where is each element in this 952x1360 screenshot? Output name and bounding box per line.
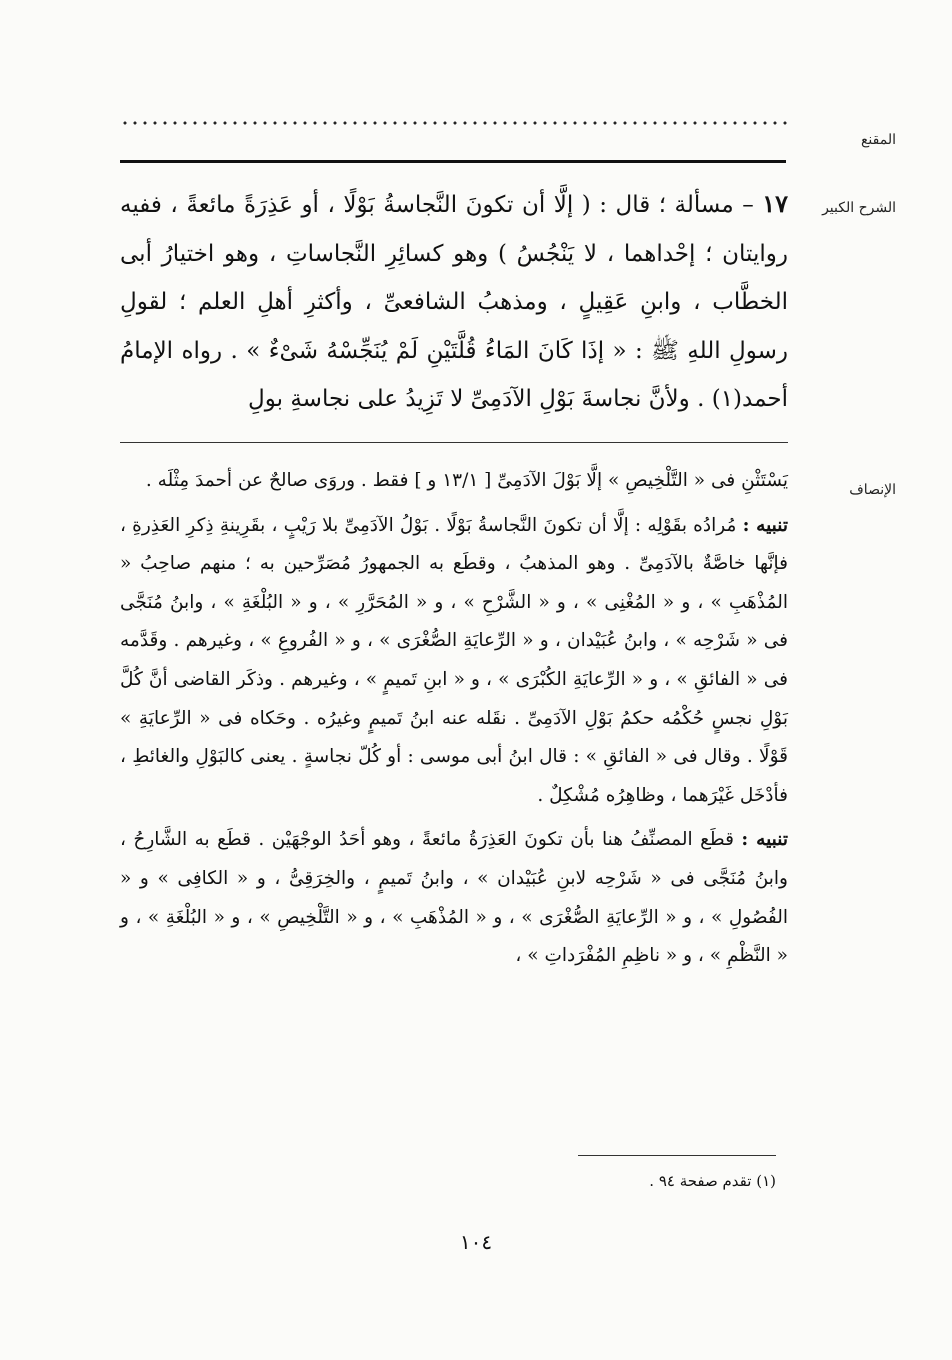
- page-number: ١٠٤: [459, 1230, 493, 1254]
- sharh-section: [120, 180, 788, 424]
- sharh-text: – مسألة ؛ قال : ( إلَّا أن تكونَ النَّجاسةُ بَوْلًا ، أو عَذِرَةً مائعةً ، ففيه روايتان ؛ إحْداهما ، لا يَنْجُسُ ) وهو كسائِرِ النَّجاساتِ ، وهو اختيارُ أبى الخطَّاب ، وابنِ عَقِيلٍ ، ومذهبُ الشافعىِّ ، وأكثرِ أهلِ العلم ؛ لقولِ رسولِ اللهِ ﷺ : « إذَا كَانَ المَاءُ قُلَّتَيْنِ لَمْ يُنَجِّسْهُ شَىْءٌ » . رواه الإمامُ أحمد(١) . ولأنَّ نجاسةَ بَوْلِ الآدَمِىِّ لا تَزِيدُ على نجاسةِ بولِ: [120, 192, 788, 412]
- dotted-rule: [120, 118, 788, 132]
- header-rule: [120, 160, 786, 163]
- insaf-paragraph: يَسْتَثْنِ فى « التَّلْخِيصِ » إلَّا بَوْلَ الآدَمِىِّ [ ١٣/١ و ] فقط . وروَى صالحٌ عن أحمدَ مِثْلَه .: [145, 470, 788, 491]
- footnote: (١) تقدم صفحة ٩٤ .: [649, 1172, 776, 1190]
- insaf-paragraph: [120, 821, 788, 975]
- sharh-label: الشرح الكبير: [822, 200, 896, 216]
- insaf-label: الإنصاف: [849, 482, 896, 498]
- footnote-rule: [578, 1155, 776, 1156]
- insaf-text: مُرادُه بقَوْلِه : إلَّا أن تكونَ النَّجاسةُ بَوْلًا . بَوْلُ الآدَمِىِّ بلا رَيْبٍ ، بقَرِينةِ ذِكرِ العَذِرةِ ، فإنَّها خاصَّةٌ بالآدَمِىِّ . وهو المذهبُ ، وقطَع به الجمهورُ مُصَرِّحين به ؛ منهم صاحِبُ « المُذْهَبِ » ، و « المُغْنِى » ، و « الشَّرْحِ » ، و « المُحَرَّرِ » ، و « البُلْغَةِ » ، وابنُ مُنَجَّى فى « شَرْحِه » ، وابنُ عُبَيْدان ، و « الرِّعايَةِ الصُّغْرَى » ، و « الفُروعِ » ، وغيرهم . وقَدَّمه فى « الفائقِ » ، و « الرِّعايَةِ الكُبْرَى » ، و « ابنِ تَميمٍ » ، وغيرهم . وذكَر القاضى أنَّ كُلَّ بَوْلِ نجسٍ حُكْمُه حكمُ بَوْلِ الآدَمِىِّ . نقَله عنه ابنُ تَميمٍ وغيرُه . وحَكاه فى « الرِّعايَةِ » قَوْلًا . وقال فى « الفائقِ » : قال ابنُ أبى موسى : أو كُلّ نجاسةٍ . يعنى كالبَوْلِ والغائطِ ، فأدْخَل غَيْرَهما ، وظاهِرُه مُشْكِلٌ .: [120, 514, 788, 806]
- tanbih-label: تنبيه :: [742, 514, 788, 536]
- masala-number: ١٧: [762, 189, 788, 218]
- tanbih-label: تنبيه :: [741, 829, 788, 851]
- sharh-paragraph: [120, 180, 788, 424]
- muqni-label: المقنع: [860, 132, 896, 148]
- insaf-text: قطَع المصنِّفُ هنا بأن تكونَ العَذِرَةُ مائعةً ، وهو أحَدُ الوجْهَيْن . قطَع به الشَّارِحُ ، وابنُ مُنَجَّى فى « شَرْحِه لابنِ عُبَيْدان » ، وابنُ تَميمٍ ، والخِرَقِىُّ ، و « الكافِى » و « الفُصُولِ » ، و « الرِّعايَةِ الصُّغْرَى » ، و « المُذْهَبِ » ، و « التَّلْخِيصِ » ، و « البُلْغَةِ » ، و « النَّظْمِ » ، و « ناظِمِ المُفْرَداتِ » ،: [120, 829, 788, 967]
- section-divider: [120, 442, 788, 443]
- insaf-paragraph: [120, 507, 788, 816]
- insaf-section: [120, 462, 788, 982]
